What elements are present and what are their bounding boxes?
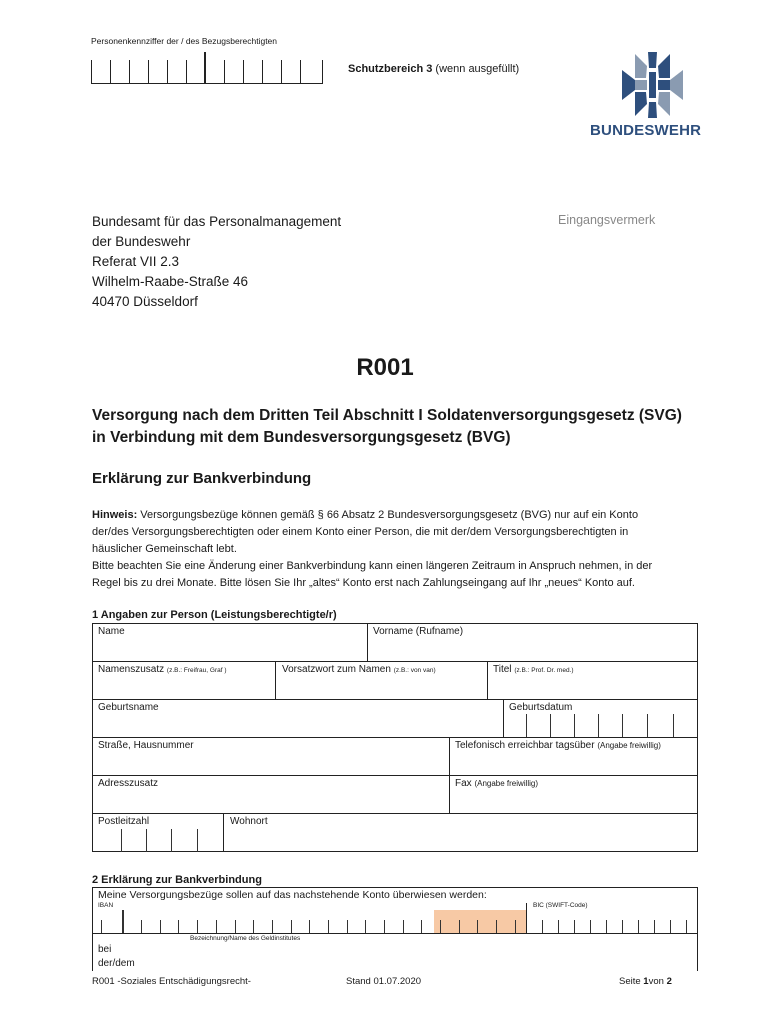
plz-label: Postleitzahl <box>98 816 150 827</box>
plz-field[interactable] <box>98 816 149 827</box>
hint-line: der/des Versorgungsberechtigten oder einem Konto einer Person, die mit der/dem Versorgungsberechtigten in <box>92 526 629 538</box>
bank-name-label: Bezeichnung/Name des Geldinstitutes <box>190 935 301 942</box>
vorname-label: Vorname (Rufname) <box>373 626 464 637</box>
fax-field[interactable] <box>455 778 538 789</box>
page-mid: von <box>648 976 664 987</box>
titel-label: Titel <box>493 664 512 675</box>
footer-stand: Stand 01.07.2020 <box>346 976 422 987</box>
telefon-field[interactable] <box>455 740 661 751</box>
page-current: 1 <box>643 976 649 987</box>
pk-label: Personenkennziffer der / des Bezugsberechtigten <box>91 36 278 46</box>
fax-label: Fax <box>455 778 472 789</box>
vorsatzwort-example: (z.B.: von van) <box>393 667 436 674</box>
page-total: 2 <box>666 976 672 987</box>
wohnort-label: Wohnort <box>230 816 268 827</box>
namenszusatz-example: (z.B.: Freifrau, Graf ) <box>166 667 227 674</box>
page-number <box>619 976 672 987</box>
logo-text: BUNDESWEHR <box>590 122 702 139</box>
bank-name-input[interactable] <box>92 942 698 970</box>
schutzbereich-note: (wenn ausgefüllt) <box>435 63 520 75</box>
hint-label: Hinweis: <box>92 509 138 521</box>
schutzbereich <box>348 63 519 75</box>
geburtsdatum-label: Geburtsdatum <box>509 702 573 713</box>
adresszusatz-label: Adresszusatz <box>98 778 159 789</box>
bic-input[interactable] <box>527 910 698 934</box>
section2-title: 2 Erklärung zur Bankverbindung <box>92 874 262 886</box>
telefon-example: (Angabe freiwillig) <box>597 741 661 750</box>
bundeswehr-logo <box>588 50 728 145</box>
pk-input[interactable] <box>91 52 323 84</box>
vorsatzwort-field[interactable] <box>282 664 436 675</box>
footer-left: R001 -Soziales Entschädigungsrecht- <box>92 976 251 987</box>
adresszusatz-field[interactable] <box>98 778 158 789</box>
titel-field[interactable] <box>493 664 574 675</box>
strasse-field[interactable] <box>98 740 194 751</box>
hint-line: Versorgungsbezüge können gemäß § 66 Absatz 2 Bundesversorgungsgesetz (BVG) nur auf ein Konto <box>140 509 639 521</box>
form-code: R001 <box>356 354 414 381</box>
bic-label: BIC (SWIFT-Code) <box>533 902 588 909</box>
iban-label: IBAN <box>98 902 114 909</box>
hint-line: Bitte beachten Sie eine Änderung einer Bankverbindung kann einen längeren Zeitraum in Anspruch nehmen, in der <box>92 560 653 572</box>
eingangsvermerk: Eingangsvermerk <box>558 213 656 227</box>
vorname-field[interactable] <box>373 626 463 637</box>
namenszusatz-label: Namenszusatz <box>98 664 165 675</box>
wohnort-field[interactable] <box>230 816 268 827</box>
geburtsname-field[interactable] <box>98 702 159 713</box>
address-line: Bundesamt für das Personalmanagement <box>92 214 342 229</box>
name-label: Name <box>98 626 125 637</box>
title-line-2: in Verbindung mit dem Bundesversorgungsgesetz (BVG) <box>92 429 511 446</box>
vorsatzwort-label: Vorsatzwort zum Namen <box>282 664 391 675</box>
hint-line: Regel bis zu drei Monate. Bitte lösen Sie Ihr „altes“ Konto erst nach Zahlungseingang auf Ihr „neues“ Konto auf. <box>92 577 635 589</box>
page-title <box>92 405 682 449</box>
section1-title: 1 Angaben zur Person (Leistungsberechtigte/r) <box>92 609 337 621</box>
iban-highlight <box>434 910 526 933</box>
fax-example: (Angabe freiwillig) <box>474 779 539 788</box>
title-line-1: Versorgung nach dem Dritten Teil Abschnitt I Soldatenversorgungsgesetz (SVG) <box>92 407 682 424</box>
namenszusatz-field[interactable] <box>98 664 227 675</box>
iron-cross-icon <box>588 50 728 120</box>
bank-intro: Meine Versorgungsbezüge sollen auf das nachstehende Konto überwiesen werden: <box>98 889 487 901</box>
geburtsname-label: Geburtsname <box>98 702 159 713</box>
geburtsdatum-field[interactable] <box>509 702 572 713</box>
hint-text <box>92 507 652 592</box>
schutzbereich-label: Schutzbereich 3 <box>348 63 433 75</box>
address-line: Referat VII 2.3 <box>92 254 180 269</box>
page-prefix: Seite <box>619 976 641 987</box>
address-line: der Bundeswehr <box>92 234 191 249</box>
address-line: Wilhelm-Raabe-Straße 46 <box>92 274 249 289</box>
address-line: 40470 Düsseldorf <box>92 294 198 309</box>
telefon-label: Telefonisch erreichbar tagsüber <box>455 740 595 751</box>
hint-line: häuslicher Gemeinschaft lebt. <box>92 543 237 555</box>
iban-input[interactable] <box>96 910 526 934</box>
titel-example: (z.B.: Prof. Dr. med.) <box>514 667 574 674</box>
subtitle: Erklärung zur Bankverbindung <box>92 470 312 487</box>
bei-label: bei <box>98 944 112 955</box>
derdem-label: der/dem <box>98 958 135 969</box>
strasse-label: Straße, Hausnummer <box>98 740 194 751</box>
recipient-address <box>92 212 341 312</box>
name-field[interactable] <box>98 626 125 637</box>
